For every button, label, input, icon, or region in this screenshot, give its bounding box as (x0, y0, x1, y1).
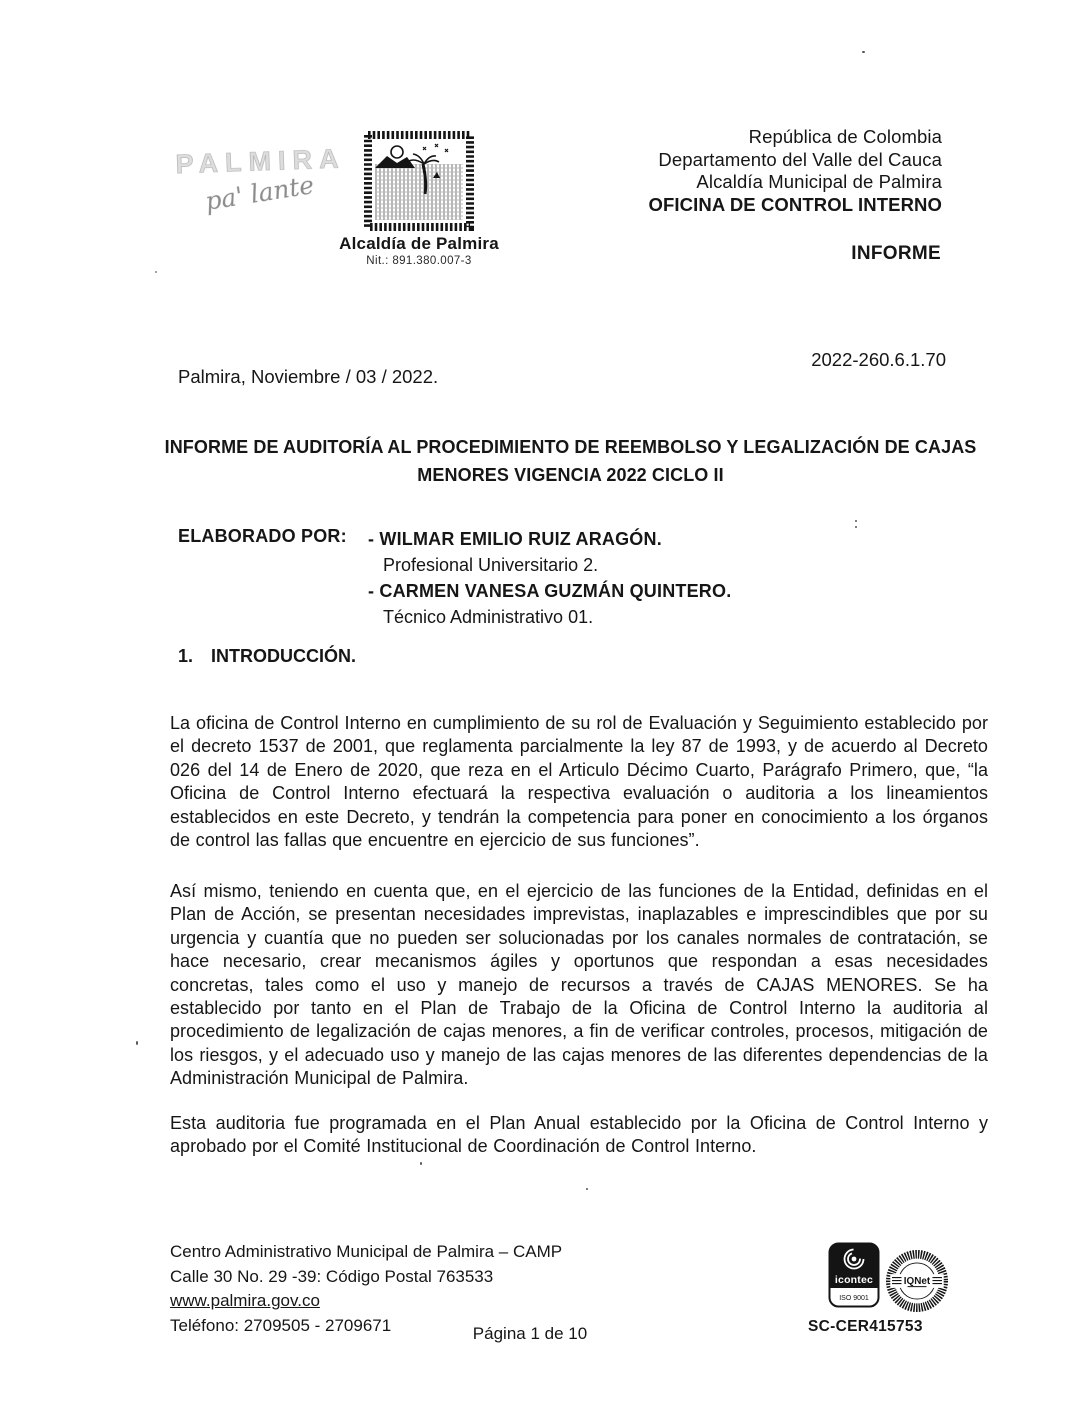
author-name: - WILMAR EMILIO RUIZ ARAGÓN. (368, 529, 662, 549)
section-number: 1. (178, 646, 194, 666)
dateline: Palmira, Noviembre / 03 / 2022. (178, 366, 439, 387)
svg-text:ISO 9001: ISO 9001 (839, 1295, 869, 1302)
svg-text:IQNet: IQNet (903, 1276, 931, 1288)
paragraph: Así mismo, teniendo en cuenta que, en el ejercicio de las funciones de la Entidad, definidas en el Plan de Acción, se presentan necesidades imprevistas, inaplazables e imprescindibles que por su urgencia y cuantía que no pueden ser solucionadas por los canales normales de contratación, se hace necesario, crear mecanismos ágiles y oportunos que respondan a esas necesidades concretas, tales como el uso y manejo de recursos a través de CAJAS MENORES. Se ha establecido por tanto en el Plan de Trabajo de la Oficina de Control Interno la auditoria al procedimiento de legalización de cajas menores, a fin de verificar controles, procesos, mitigación de los riesgos, y el adecuado uso y manejo de las cajas menores de las diferentes dependencias de la Administración Municipal de Palmira. (170, 881, 988, 1089)
certification-code: SC-CER415753 (808, 1318, 923, 1335)
paragraph: La oficina de Control Interno en cumplimiento de su rol de Evaluación y Seguimiento establecido por el decreto 1537 de 2001, que reglamenta parcialmente la ley 87 de 1993, y de acuerdo al Decreto 026 del 14 de Enero de 2020, que reza en el Articulo Décimo Cuarto, Parágrafo Primero, que, “la Oficina de Control Interno efectuará la respectiva evaluación o auditoria a los lineamientos establecidos en este Decreto, y tendrán la competencia para poner en conocimiento a los órganos de control las fallas que encuentre en ejercicio de sus funciones”. (170, 713, 988, 851)
document-title: INFORME DE AUDITORÍA AL PROCEDIMIENTO DE REEMBOLSO Y LEGALIZACIÓN DE CAJAS MENORES VIGENCIA 2022 CICLO II (164, 437, 977, 485)
scan-artifact (155, 271, 157, 273)
letterhead-line: República de Colombia (748, 126, 942, 147)
letterhead-office: OFICINA DE CONTROL INTERNO (648, 193, 942, 215)
footer-line-camp: Centro Administrativo Municipal de Palmira – CAMP (170, 1242, 563, 1261)
scan-artifact (855, 520, 857, 522)
certification-logos (820, 1240, 960, 1315)
author-name: - CARMEN VANESA GUZMÁN QUINTERO. (368, 581, 732, 601)
footer-phone: Teléfono: 2709505 - 2709671 (170, 1315, 392, 1335)
watermark-word: PALMIRA (175, 143, 346, 180)
letterhead-line: Alcaldía Municipal de Palmira (696, 171, 942, 192)
paragraph: Esta auditoria fue programada en el Plan Anual establecido por la Oficina de Control Interno y aprobado por el Comité Institucional de Coordinación de Control Interno. (170, 1113, 988, 1157)
elaborado-label: ELABORADO POR: (178, 526, 347, 546)
crest-nit: Nit.: 891.380.007-3 (366, 255, 472, 267)
letterhead-right (649, 126, 942, 216)
municipal-crest-block (330, 130, 508, 267)
elaborado-authors (368, 526, 731, 630)
page-number: Página 1 de 10 (472, 1324, 588, 1343)
svg-text:icontec: icontec (834, 1274, 874, 1286)
footer-website: www.palmira.gov.co (170, 1291, 320, 1311)
scan-artifact (862, 51, 865, 53)
iqnet-icon (886, 1250, 948, 1312)
document-type-label: INFORME (851, 243, 941, 264)
section-heading-introduccion (178, 646, 356, 667)
municipal-crest-icon (363, 130, 475, 232)
icontec-icon (828, 1242, 880, 1308)
scan-artifact (420, 1162, 422, 1165)
scan-artifact (855, 526, 857, 528)
author-role: Profesional Universitario 2. (383, 555, 599, 575)
scan-artifact (136, 1041, 138, 1045)
letterhead-line: Departamento del Valle del Cauca (658, 148, 942, 170)
reference-number: 2022-260.6.1.70 (811, 349, 946, 370)
watermark-script: pa' lante (203, 170, 316, 216)
section-heading-text: INTRODUCCIÓN. (211, 646, 356, 666)
scan-artifact (586, 1188, 588, 1190)
author-role: Técnico Administrativo 01. (383, 607, 594, 627)
crest-caption: Alcaldía de Palmira (339, 234, 499, 253)
footer-line-address: Calle 30 No. 29 -39: Código Postal 763533 (170, 1266, 494, 1286)
